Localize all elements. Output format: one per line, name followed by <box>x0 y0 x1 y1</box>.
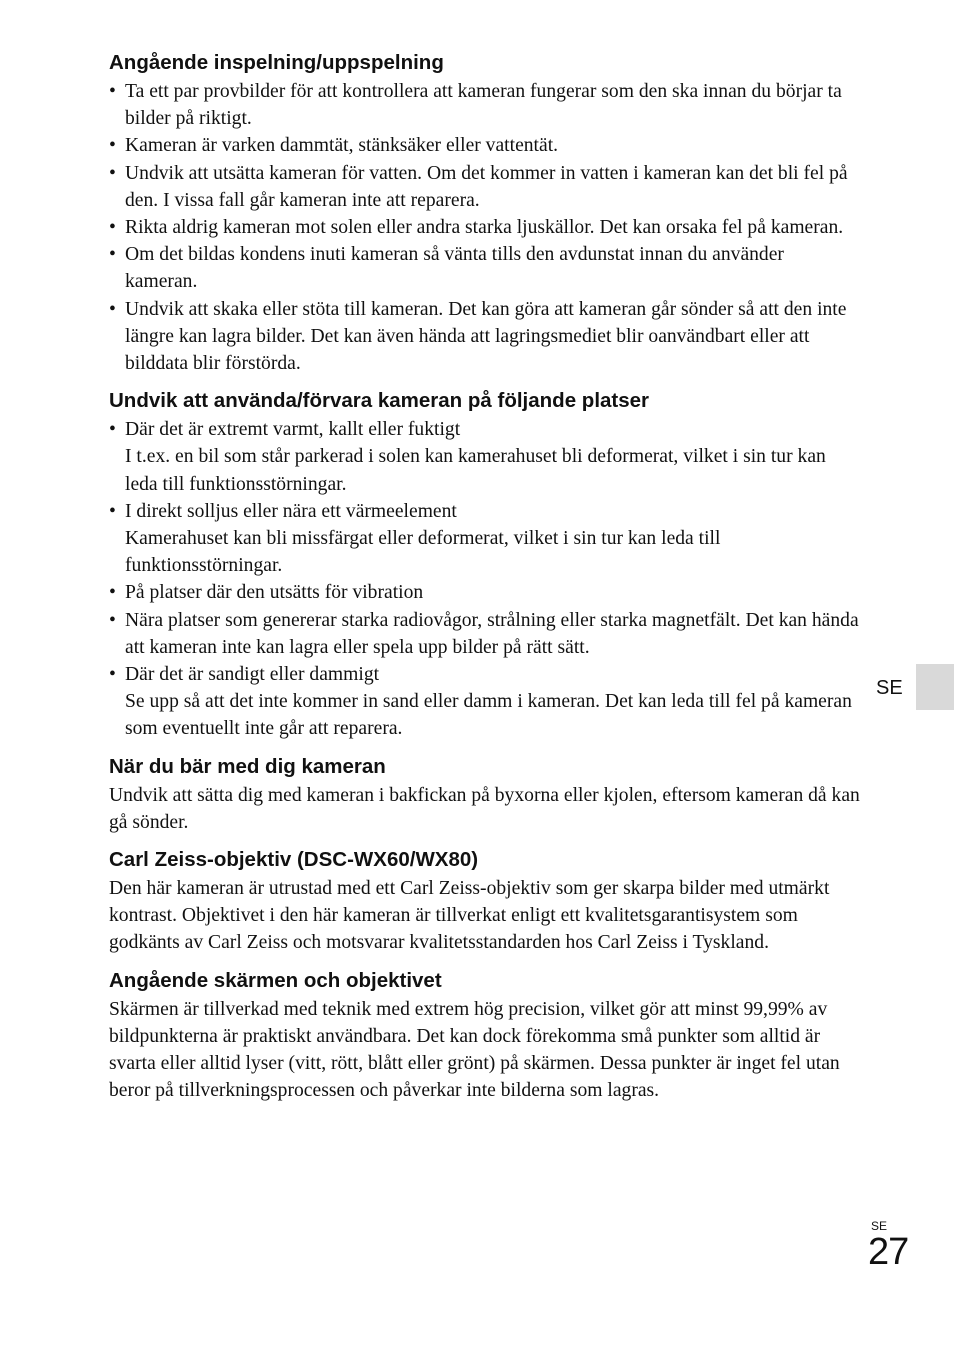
list-item: • Undvik att skaka eller stöta till kameran. Det kan göra att kameran går sönder så att den inte längre kan lagra bilder. Det kan även hända att lagringsmediet blir oanvändbart eller att bilddata blir förstörda. <box>109 296 861 378</box>
list-item <box>109 579 861 606</box>
bullet-list <box>109 416 861 742</box>
section-paragraph: Skärmen är tillverkad med teknik med extrem hög precision, vilket gör att minst 99,99% av bildpunkterna är praktiskt användbara. Det kan dock förekomma små punkter som alltid är svarta eller alltid lyser (vitt, rött, blått eller grönt) på skärmen. Dessa punkter är inget fel utan beror på tillverkningsprocessen och påverkar inte bilderna som lagras. <box>109 998 840 1102</box>
section-heading: Angående inspelning/uppspelning <box>109 51 444 74</box>
list-item <box>109 661 861 743</box>
section-paragraph: Undvik att sätta dig med kameran i bakfickan på byxorna eller kjolen, eftersom kameran då kan gå sönder. <box>109 784 860 833</box>
language-side-label: SE <box>876 677 903 699</box>
list-item-detail: Se upp så att det inte kommer in sand eller damm i kameran. Det kan leda till fel på kameran som eventuellt inte går att reparera. <box>125 691 852 740</box>
list-item: • Ta ett par provbilder för att kontrollera att kameran fungerar som den ska innan du börjar ta bilder på riktigt. <box>109 78 861 132</box>
list-item-text: • Nära platser som genererar starka radiovågor, strålning eller starka magnetfält. Det kan hända att kameran inte kan lagra eller spela upp bilder på rätt sätt. <box>125 609 859 658</box>
list-item-detail: I t.ex. en bil som står parkerad i solen kan kamerahuset bli deformerat, vilket i sin tur kan leda till funktionsstörningar. <box>125 446 826 495</box>
section-carrying-camera <box>109 753 861 836</box>
list-item-detail: Kamerahuset kan bli missfärgat eller deformerat, vilket i sin tur kan leda till funktionsstörningar. <box>125 528 721 577</box>
section-recording-playback <box>109 49 861 377</box>
section-carl-zeiss-lens <box>109 846 861 957</box>
list-item: • Kameran är varken dammtät, stänksäker eller vattentät. <box>109 132 861 159</box>
page-content <box>109 49 861 1105</box>
list-item: • Rikta aldrig kameran mot solen eller andra starka ljuskällor. Det kan orsaka fel på kameran. <box>109 214 861 241</box>
list-item: • Om det bildas kondens inuti kameran så vänta tills den avdunstat innan du använder kameran. <box>109 241 861 295</box>
footer-language-code: SE <box>871 1219 888 1233</box>
section-heading: Carl Zeiss-objektiv (DSC-WX60/WX80) <box>109 848 479 872</box>
list-item-text: • Där det är sandigt eller dammigt <box>125 664 380 686</box>
list-item-text: • På platser där den utsätts för vibration <box>125 582 424 604</box>
section-screen-and-lens <box>109 967 861 1105</box>
list-item <box>109 498 861 580</box>
bullet-list <box>109 78 861 377</box>
section-paragraph: Den här kameran är utrustad med ett Carl Zeiss-objektiv som ger skarpa bilder med utmärkt kontrast. Objektivet i den här kameran är tillverkat enligt ett kvalitetsgarantisystem som godkänts av Carl Zeiss och motsvarar kvalitetsstandarden hos Carl Zeiss i Tyskland. <box>109 878 830 954</box>
page-number: 27 <box>868 1231 909 1273</box>
section-heading: Undvik att använda/förvara kameran på följande platser <box>109 389 650 413</box>
language-side-tab <box>916 664 954 710</box>
list-item <box>109 607 861 661</box>
section-heading: När du bär med dig kameran <box>109 754 386 778</box>
list-item-text: • I direkt solljus eller nära ett värmeelement <box>125 500 457 522</box>
section-heading: Angående skärmen och objektivet <box>109 968 442 992</box>
list-item-text: • Där det är extremt varmt, kallt eller fuktigt <box>125 419 461 441</box>
section-avoid-locations <box>109 387 861 742</box>
list-item: • Undvik att utsätta kameran för vatten. Om det kommer in vatten i kameran kan det bli fel på den. I vissa fall går kameran inte att reparera. <box>109 160 861 214</box>
list-item <box>109 416 861 498</box>
